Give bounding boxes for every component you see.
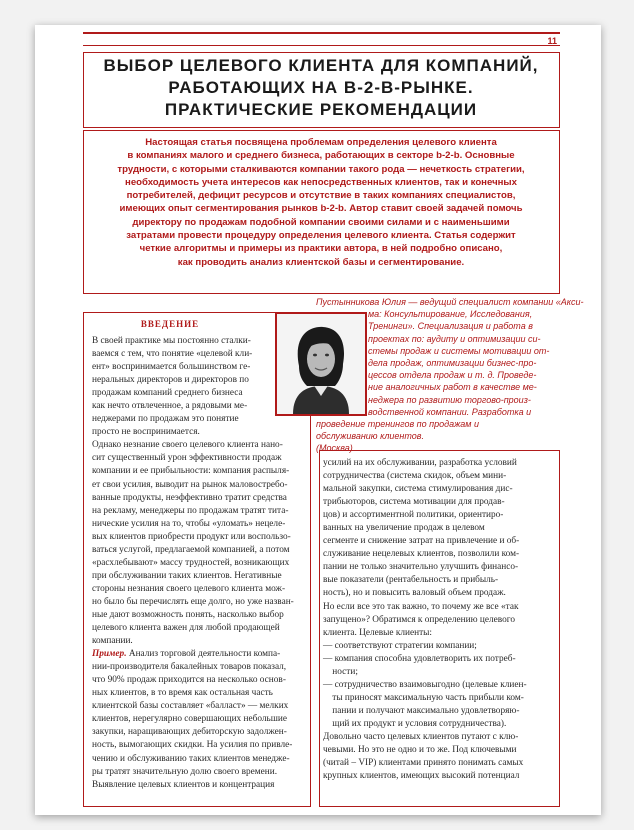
body-line: ры тратят значительную долю своего времени.: [92, 766, 278, 777]
body-line: Довольно часто целевых клиентов путают с клю-: [323, 731, 519, 742]
body-line: усилий на их обслуживании, разработка условий: [323, 458, 517, 468]
body-line: нии-производителя бакалейных товаров показал,: [92, 662, 287, 673]
body-line: закупки, наращивающих дебиторскую задолжен-: [92, 727, 287, 738]
magazine-page: [35, 25, 601, 815]
title-line: ВЫБОР ЦЕЛЕВОГО КЛИЕНТА ДЛЯ КОМПАНИЙ,: [103, 56, 539, 75]
list-item: ности;: [323, 666, 358, 677]
body-line: ванных на увеличение продаж в целевом: [323, 523, 485, 534]
body-line: чению и обслуживанию таких клиентов менедже-: [92, 753, 290, 764]
top-rule-thin: [83, 45, 560, 46]
abstract: [97, 136, 545, 269]
body-line: Но если все это так важно, то почему же все «так: [323, 601, 519, 612]
body-line: чевыми. Но это не одно и то же. Под ключевыми: [323, 745, 517, 756]
body-line: Выявление целевых клиентов и концентрация: [92, 779, 275, 790]
body-line: служивание нецелевых клиентов, позволили ком-: [323, 549, 520, 560]
abstract-line: трудности, с которыми сталкиваются компании такого рода — нечеткость стратегии,: [117, 163, 525, 175]
body-line: неджерами по продажам это понятие: [92, 414, 239, 425]
author-line: водственной компании. Разработка и: [368, 406, 532, 417]
list-item: — компания способна удовлетворить их потреб-: [323, 653, 516, 664]
body-line: как нечто отвлеченное, а рядовыми ме-: [92, 401, 248, 412]
abstract-line: четкие алгоритмы и примеры из практики автора, в ней подробно описано,: [139, 243, 503, 255]
body-line: при обслуживании таких клиентов. Негативные: [92, 570, 282, 581]
body-line: вые показатели (рентабельность и прибыль-: [323, 575, 499, 586]
author-line: (Москва): [316, 443, 353, 454]
body-line: В своей практике мы постоянно сталки-: [92, 336, 251, 346]
body-line: компании и ее прибыльности: компания распыля-: [92, 466, 290, 477]
article-title: [95, 55, 547, 121]
body-line: ность), но и повысить валовый объем продаж.: [323, 588, 506, 599]
right-column: [323, 457, 553, 783]
body-line: что 90% продаж приходится на несколько основ-: [92, 675, 286, 686]
body-line: стороны незнания своего целевого клиента мож-: [92, 583, 286, 594]
body-line: нические усилия на то, чтобы «уломать» нецеле-: [92, 518, 286, 529]
body-line: крупных клиентов, имеющих высокий потенциал: [323, 771, 520, 782]
body-line: компании.: [92, 636, 133, 647]
body-line: сегменте и снижение затрат на привлечение и об-: [323, 536, 520, 547]
abstract-line: необходимость учета интересов как непосредственных клиентов, так и конечных: [125, 176, 517, 188]
list-item: щий их продукт и условия сотрудничества).: [323, 718, 507, 729]
abstract-line: в компаниях малого и среднего бизнеса, работающих в секторе b-2-b. Основные: [127, 150, 515, 162]
body-line: продажам компаний среднего бизнеса: [92, 388, 243, 399]
body-line: но было бы перечислять еще долго, но уже назван-: [92, 596, 294, 607]
top-rule: [83, 32, 560, 34]
body-line: мальной закупки, система стимулирования дис-: [323, 484, 513, 495]
body-line: целевого клиента важен для любой продающей: [92, 623, 280, 634]
list-item: ты приносят максимальную часть прибыли ком-: [323, 692, 524, 703]
body-line: ванные продукты, неэффективно тратит средства: [92, 492, 287, 503]
author-line: ма: Консультирование, Исследования,: [368, 309, 533, 320]
author-line: цессов отдела продаж и т. д. Проведе-: [368, 370, 537, 381]
author-line: неджера по развитию торгово-произ-: [368, 394, 531, 405]
author-line: обслуживанию клиентов.: [316, 431, 424, 442]
author-line: проектах по: аудиту и оптимизации си-: [368, 333, 541, 344]
body-line: клиента. Целевые клиенты:: [323, 627, 433, 638]
body-line-text: Анализ торговой деятельности компа-: [128, 649, 281, 660]
body-line: вых клиентов приобрести продукт или воспользо-: [92, 531, 291, 542]
list-item: пании и получают максимально удовлетворяю-: [323, 705, 520, 716]
abstract-line: директору по продажам подобной компании своими силами и с наименьшими: [132, 216, 510, 228]
author-line: Тренинги». Специализация и работа в: [368, 321, 533, 332]
author-line: стемы продаж и системы мотивации от-: [368, 345, 550, 356]
abstract-line: затратами провести процедуру определения целевого клиента. Статья содержит: [126, 230, 516, 242]
list-item: — соответствуют стратегии компании;: [323, 640, 477, 651]
abstract-line: потребителей, дефицит ресурсов и отсутствие в таких компаниях специалистов,: [126, 190, 516, 202]
body-line: [92, 648, 304, 661]
body-line: ность, вымогающих скидки. На усилия по привле-: [92, 740, 293, 751]
body-line: «расхлебывают» массу трудностей, возникающих: [92, 557, 290, 568]
list-item: — сотрудничество взаимовыгодно (целевые клиен-: [323, 679, 527, 690]
body-line: Однако незнание своего целевого клиента нано-: [92, 440, 283, 451]
body-line: запущено»? Обратимся к определению целевого: [323, 614, 515, 625]
abstract-line: Настоящая статья посвящена проблемам определения целевого клиента: [145, 137, 497, 148]
body-line: просто не воспринимается.: [92, 427, 200, 438]
body-line: ет свои усилия, выводит на рынок маловостребо-: [92, 479, 288, 490]
body-line: на рекламу, менеджеры по продажам тратят тита-: [92, 505, 289, 516]
title-line: ПРАКТИЧЕСКИЕ РЕКОМЕНДАЦИИ: [164, 100, 478, 119]
example-label: Пример.: [92, 649, 127, 660]
abstract-line: имеющих опыт сегментирования рынков b-2-b. Автор ставит своей задачей помочь: [119, 203, 523, 215]
intro-column: [92, 335, 304, 792]
body-line: клиентов, нерегулярно совершающих небольшие: [92, 714, 288, 725]
body-line: клиентской базы составляет «балласт» — мелких: [92, 701, 289, 712]
body-line: ных клиентов, в то время как остальная часть: [92, 688, 273, 699]
section-heading: ВВЕДЕНИЕ: [140, 319, 200, 329]
body-line: трибьюторов, система мотивации для продав-: [323, 497, 505, 508]
body-line: неральных директоров и директоров по: [92, 375, 249, 386]
title-line: РАБОТАЮЩИХ НА B-2-B-РЫНКЕ.: [168, 78, 474, 97]
author-line: дела продаж, оптимизации бизнес-про-: [368, 358, 537, 369]
body-line: (читай – VIP) клиентами принято понимать самых: [323, 758, 524, 769]
author-line: Пустынникова Юлия — ведущий специалист компании «Акси-: [316, 297, 584, 307]
body-line: ент» воспринимается большинством ге-: [92, 362, 251, 373]
body-line: ваться услугой, предлагаемой компанией, а потом: [92, 544, 290, 555]
abstract-line: как проводить анализ клиентской базы и сегментирование.: [177, 256, 465, 268]
author-line: ние аналогичных работ в качестве ме-: [368, 382, 537, 393]
body-line: пании не только значительно улучшить финансо-: [323, 562, 519, 573]
author-line: проведение тренингов по продажам и: [316, 419, 479, 430]
body-line: ваемся с тем, что понятие «целевой кли-: [92, 349, 253, 360]
page-number: 11: [547, 36, 557, 46]
body-line: ные дают возможность понять, насколько выбор: [92, 609, 284, 620]
body-line: сит существенный урон эффективности продаж: [92, 453, 282, 464]
body-line: цов) и ассортиментной политики, ориентиро-: [323, 510, 504, 521]
body-line: сотрудничества (система скидок, объем мини-: [323, 471, 507, 482]
